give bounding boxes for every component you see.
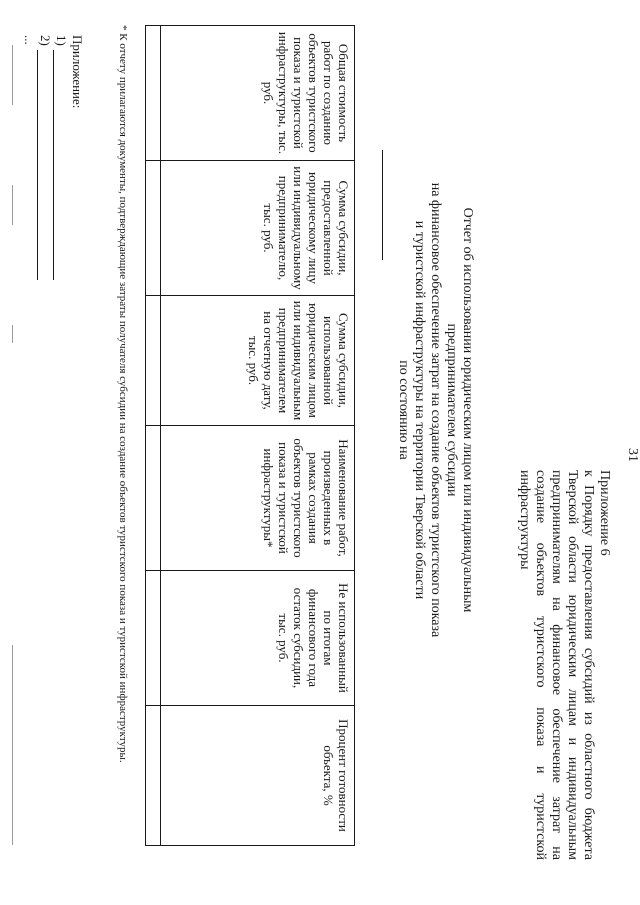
attachment-item-1-number: 1) xyxy=(54,35,69,46)
header-unused-balance: Не использованный по итогам финансового года остаток субсидии, тыс. руб. xyxy=(161,571,355,706)
table-cell[interactable] xyxy=(146,426,161,571)
table-cell[interactable] xyxy=(146,296,161,426)
header-total-cost: Общая стоимость работ по созданию объектов туристского показа и туристской инфраструктуры, тыс. руб. xyxy=(161,26,355,161)
table-row xyxy=(146,26,161,846)
report-title-line-2: на финансовое обеспечение затрат на создание объектов туристского показа xyxy=(428,182,443,638)
table-cell[interactable] xyxy=(146,706,161,846)
header-readiness-percent: Процент готовности объекта, % xyxy=(161,706,355,846)
attachment-item-2 xyxy=(37,35,53,335)
as-of-label: по состоянию на xyxy=(396,360,411,460)
report-title xyxy=(382,150,475,670)
scan-edge-mark xyxy=(12,325,13,343)
attachment-label: Приложение: xyxy=(70,35,85,109)
scan-edge-mark xyxy=(12,645,13,845)
appendix-text: к Порядку предоставления субсидий из областного бюджета Тверской области юридическим лицам и индивидуальным предпринимателям на финансовое обеспечение затрат на создание объектов туристского показа и туристской инфраструктуры xyxy=(517,470,596,860)
attachment-item-1 xyxy=(53,35,69,335)
page-number: 31 xyxy=(625,448,640,462)
scan-edge-mark xyxy=(12,185,13,225)
attachment-block xyxy=(21,35,85,335)
appendix-header xyxy=(516,470,612,860)
date-blank-line xyxy=(382,150,395,260)
attachment-item-3: ... xyxy=(22,35,37,45)
attachment-item-1-blank xyxy=(53,50,66,280)
scan-edge-marks xyxy=(11,25,13,855)
attachment-item-2-number: 2) xyxy=(38,35,53,46)
report-title-line-1: Отчет об использовании юридическим лицом или индивидуальным предпринимателем субсидии xyxy=(444,207,475,613)
report-title-line-4 xyxy=(382,150,411,670)
header-subsidy-used: Сумма субсидии, использованной юридическим лицом или индивидуальным предпринимателем на отчетную дату, тыс. руб. xyxy=(161,296,355,426)
attachment-item-2-blank xyxy=(37,50,50,280)
appendix-title: Приложение 6 xyxy=(597,470,612,556)
header-works-name: Наименование работ, произведенных в рамках создания объектов туристского показа и туристской инфраструктуры* xyxy=(161,426,355,571)
table-cell[interactable] xyxy=(146,161,161,296)
report-table xyxy=(145,25,355,846)
table-cell[interactable] xyxy=(146,26,161,161)
table-cell[interactable] xyxy=(146,571,161,706)
table-header-row xyxy=(161,26,355,846)
scan-edge-mark xyxy=(12,45,13,105)
footnote: * К отчету прилагаются документы, подтверждающие затраты получателя субсидии на создание объектов туристского показа и туристской инфраструктуры. xyxy=(117,25,129,763)
header-subsidy-provided: Сумма субсидии, предоставленной юридическому лицу или индивидуальному предпринимателю, тыс. руб. xyxy=(161,161,355,296)
report-title-line-3: и туристской инфраструктуры на территории Тверской области xyxy=(412,220,427,600)
